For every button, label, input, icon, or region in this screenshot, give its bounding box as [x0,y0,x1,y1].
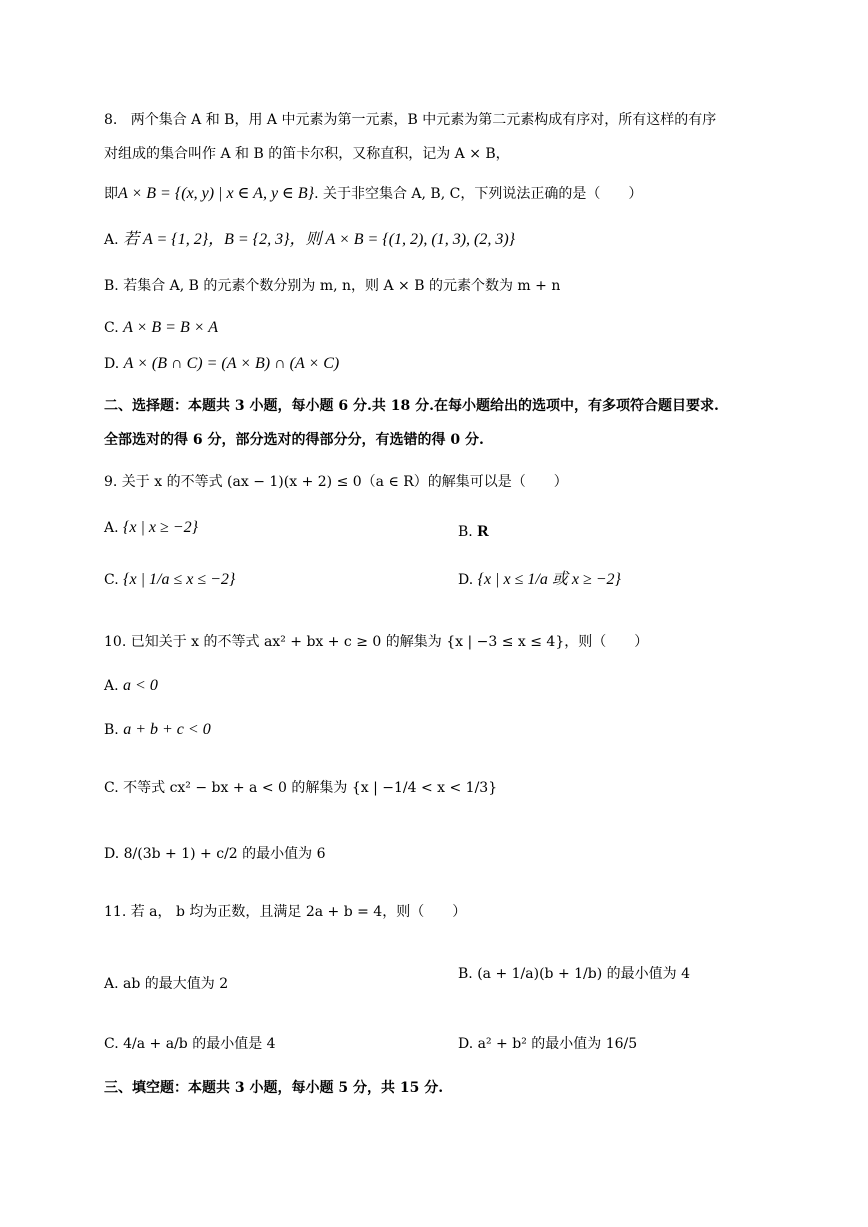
q11-stem: 11. 若 a， b 均为正数，且满足 2a + b = 4，则（ ） [104,904,467,920]
q11-option-d [458,1036,637,1053]
option-text: 若集合 A, B 的元素个数分别为 m, n，则 A × B 的元素个数为 m + n [123,278,561,294]
q8-option-b [104,278,560,295]
option-text: 不等式 cx² − bx + a < 0 的解集为 {x | −1/4 < x < 1/3} [123,780,498,796]
option-label: C. [104,1036,119,1052]
section-3-heading: 三、填空题：本题共 3 小题，每小题 5 分，共 15 分. [104,1080,444,1096]
option-label: A. [104,678,119,694]
q11-option-a [104,976,228,993]
q8-option-d [104,354,339,373]
q9-stem: 9. 关于 x 的不等式 (ax − 1)(x + 2) ≤ 0（a ∈ R）的解集可以是（ ） [104,474,568,490]
q10-option-b [104,720,211,739]
q8-option-c [104,318,218,337]
option-label: C. [104,572,119,588]
q8-option-a [104,230,515,249]
option-text: {x | x ≤ 1/a 或 x ≥ −2} [477,571,621,588]
section-2-heading-line2: 全部选对的得 6 分，部分选对的得部分分，有选错的得 0 分. [104,432,484,448]
option-text: (a + 1/a)(b + 1/b) 的最小值为 4 [477,966,690,982]
option-label: D. [458,572,474,588]
q9-option-b [458,522,489,541]
option-label: A. [104,976,119,992]
option-text: 若 A = {1, 2}，B = {2, 3}，则 A × B = {(1, 2), (1, 3), (2, 3)} [123,231,516,248]
q8-line2: 对组成的集合叫作 A 和 B 的笛卡尔积，又称直积，记为 A × B， [104,146,510,162]
q8-line3-prefix: 即 [104,186,118,202]
q11-option-c [104,1036,276,1053]
option-label: B. [104,722,119,738]
option-label: B. [104,278,119,294]
option-text: a² + b² 的最小值为 16/5 [477,1036,638,1052]
option-text: 8/(3b + 1) + c/2 的最小值为 6 [123,846,326,862]
q8-line3-suffix: . 关于非空集合 A, B, C，下列说法正确的是（ ） [314,186,643,202]
q11-option-b [458,966,690,983]
q8-line1-text: 两个集合 A 和 B，用 A 中元素为第一元素，B 中元素为第二元素构成有序对，所有这样的有序 [130,112,717,128]
q10-option-a [104,676,158,695]
option-text: A × (B ∩ C) = (A × B) ∩ (A × C) [123,355,340,372]
option-label: C. [104,320,119,336]
option-label: D. [104,356,120,372]
q9-option-a [104,518,198,537]
section-2-heading-line1: 二、选择题：本题共 3 小题，每小题 6 分.共 18 分.在每小题给出的选项中，有多项符合题目要求. [104,398,719,414]
option-label: D. [458,1036,474,1052]
q10-option-d [104,846,326,863]
q9-option-c [104,570,235,589]
option-text: {x | x ≥ −2} [123,519,198,536]
option-text: R [477,523,489,540]
option-label: A. [104,520,119,536]
option-label: D. [104,846,120,862]
option-text: ab 的最大值为 2 [123,976,229,992]
option-text: A × B = B × A [123,319,219,336]
option-label: C. [104,780,119,796]
option-text: a + b + c < 0 [123,721,211,738]
option-label: A. [104,232,119,248]
option-text: 4/a + a/b 的最小值是 4 [123,1036,276,1052]
option-text: {x | 1/a ≤ x ≤ −2} [123,571,236,588]
option-text: a < 0 [123,677,158,694]
q10-option-c [104,780,497,797]
q10-stem: 10. 已知关于 x 的不等式 ax² + bx + c ≥ 0 的解集为 {x | −3 ≤ x ≤ 4}，则（ ） [104,634,649,650]
q9-option-d [458,570,621,589]
cartesian-product-definition: A × B = {(x, y) | x ∈ A, y ∈ B} [118,185,315,202]
option-label: B. [458,966,473,982]
q8-line3 [104,184,642,203]
q8-line1 [104,112,716,129]
q8-number: 8. [104,112,118,128]
option-label: B. [458,524,473,540]
